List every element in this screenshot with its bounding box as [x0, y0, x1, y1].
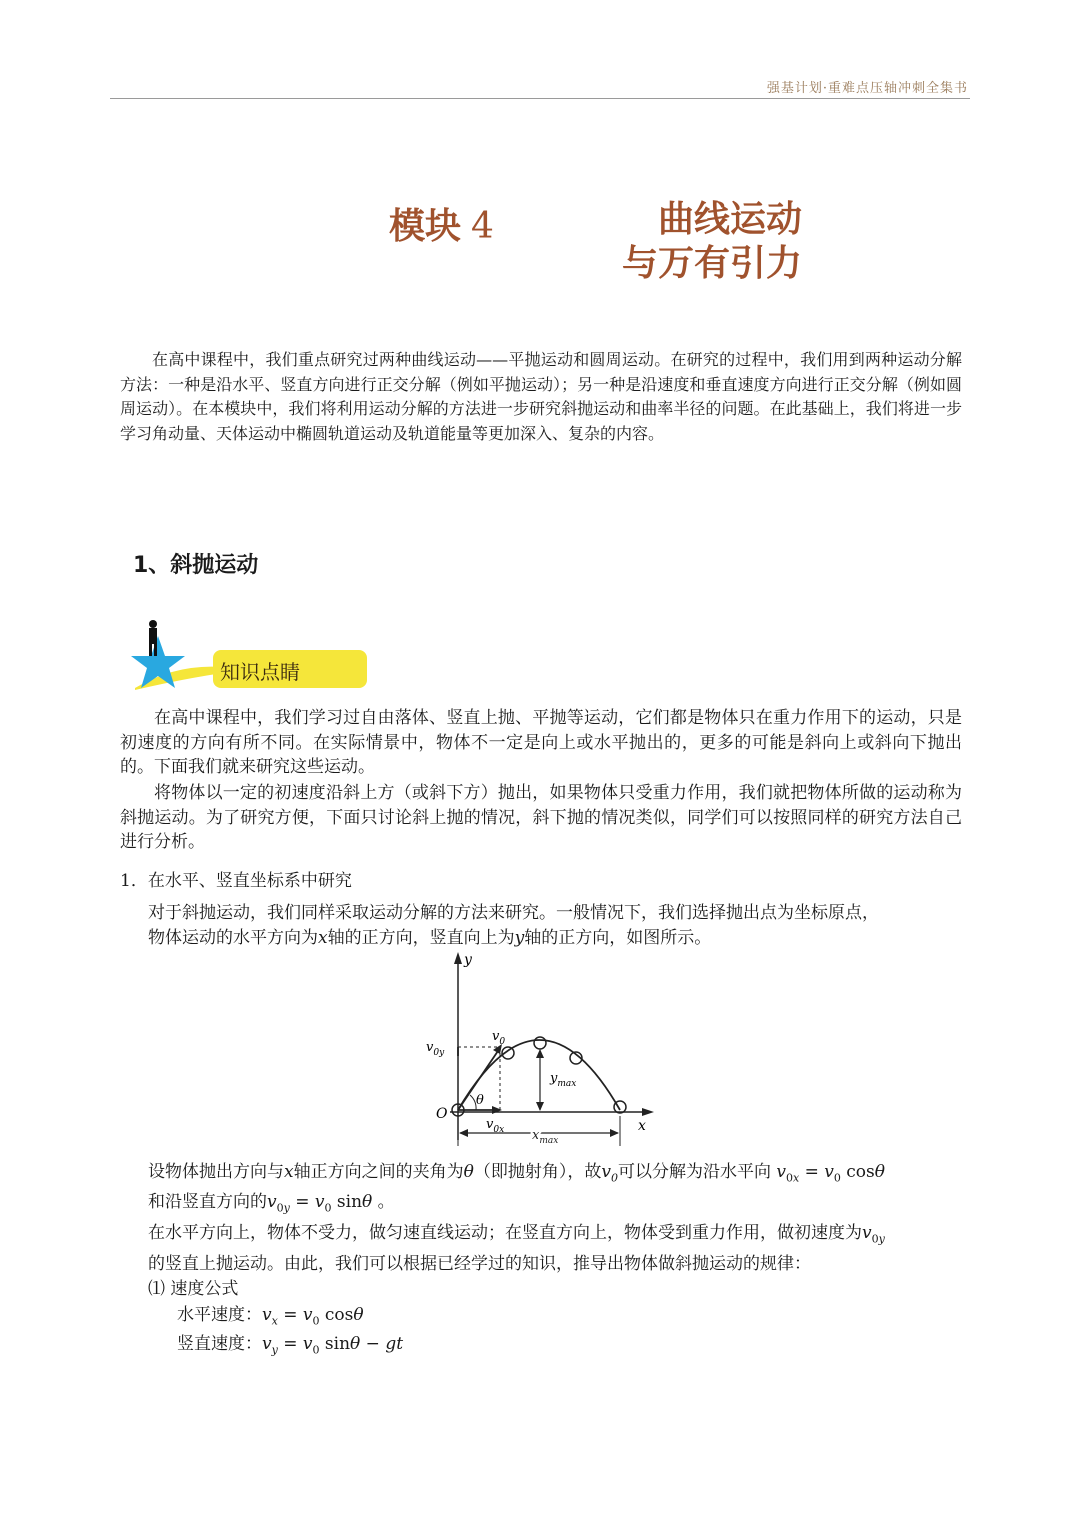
- v0-label: [492, 1029, 505, 1047]
- formula-v0y: $v_{0y} = v_0$ sinθ 。: [267, 1192, 395, 1215]
- body-paragraph-5a: [148, 1221, 885, 1251]
- x-arrow: [642, 1108, 654, 1116]
- running-header: 强基计划·重难点压轴冲刺全集书: [766, 81, 968, 96]
- x-axis-label: x: [638, 1118, 646, 1134]
- ymax-sub: max: [557, 1079, 577, 1089]
- v0y-sub: 0y: [433, 1048, 445, 1058]
- horizontal-velocity-formula: 水平速度：$v_x = v_0$ cosθ: [177, 1305, 364, 1328]
- module-label: [389, 198, 494, 249]
- body-paragraph-3a: 对于斜抛运动，我们同样采取运动分解的方法来研究。一般情况下，我们选择抛出点为坐标原点，: [148, 903, 879, 923]
- body-paragraph-4b: [148, 1190, 395, 1220]
- body-paragraph-2: 将物体以一定的初速度沿斜上方（或斜下方）抛出，如果物体只受重力作用，我们就把物体所做的运动称为斜抛运动。为了研究方便，下面只讨论斜上抛的情况，斜下抛的情况类似，同学们可以按照同样的研究方法自己进行分析。: [120, 783, 962, 852]
- ymax-y: y: [550, 1071, 558, 1086]
- module-title: [562, 198, 802, 286]
- subheading-velocity: ⑴ 速度公式: [148, 1279, 239, 1299]
- v0y-v: v: [426, 1040, 434, 1055]
- text-run: 轴的正方向，如图所示。: [524, 928, 712, 948]
- theta-label: θ: [476, 1093, 484, 1108]
- v0y-label: [426, 1040, 445, 1058]
- text-run: 在水平方向上，物体不受力，做匀速直线运动；在竖直方向上，物体受到重力作用，做初速度为: [148, 1223, 862, 1243]
- text-run: 竖直速度：: [177, 1334, 262, 1354]
- vertical-velocity-formula: 竖直速度：$v_y = v_0$ sinθ − gt: [177, 1334, 404, 1357]
- subheading-1: 1．在水平、竖直坐标系中研究: [120, 871, 352, 891]
- text-run: 设物体抛出方向与: [148, 1162, 284, 1182]
- y-axis-label: y: [464, 952, 472, 968]
- xmax-arrow-right: [610, 1129, 619, 1137]
- ymax-arrow-bottom: [536, 1102, 544, 1111]
- body-paragraph-5b: 的竖直上抛运动。由此，我们可以根据已经学过的知识，推导出物体做斜抛运动的规律：: [148, 1254, 811, 1274]
- module-title-line1: 曲线运动: [657, 199, 802, 240]
- xmax-arrow-left: [459, 1129, 468, 1137]
- projectile-diagram: [420, 950, 670, 1150]
- formula-v0x: $v_{0x} = v_0$ cosθ: [776, 1162, 885, 1185]
- ymax-label: [549, 1071, 576, 1089]
- var-v0: $v_0$: [601, 1162, 618, 1185]
- badge-label: 知识点睛: [220, 660, 300, 684]
- var-x: x: [284, 1162, 294, 1182]
- body-paragraph-4a: [148, 1160, 885, 1190]
- text-run: （即抛射角），故: [473, 1162, 602, 1182]
- text-run: 可以分解为沿水平向: [617, 1162, 771, 1182]
- section-title: 1、斜抛运动: [133, 553, 259, 578]
- v0x-sub: 0x: [493, 1125, 505, 1135]
- xmax-x: x: [532, 1128, 540, 1143]
- text-run: 轴的正方向，竖直向上为: [327, 928, 515, 948]
- text-run: 水平速度：: [177, 1305, 262, 1325]
- xmax-sub: max: [539, 1136, 559, 1146]
- xmax-label: [532, 1128, 558, 1146]
- ball-5: [614, 1101, 626, 1113]
- v0x-label: [486, 1117, 504, 1135]
- v0-sub: 0: [499, 1037, 506, 1047]
- var-y: y: [514, 928, 525, 948]
- module-number: 4: [471, 206, 494, 247]
- var-theta: θ: [463, 1162, 474, 1182]
- body-paragraph-1: 在高中课程中，我们学习过自由落体、竖直上抛、平抛等运动，它们都是物体只在重力作用下的运动，只是初速度的方向有所不同。在实际情景中，物体不一定是向上或水平抛出的，更多的可能是斜向上或斜向下抛出的。下面我们就来研究这些运动。: [120, 708, 962, 777]
- v0x-v: v: [486, 1117, 494, 1132]
- origin-label: O: [436, 1106, 448, 1122]
- var-x: x: [318, 928, 328, 948]
- ball-3: [534, 1037, 546, 1049]
- text-run: 和沿竖直方向的: [148, 1192, 267, 1212]
- ymax-arrow-top: [536, 1049, 544, 1058]
- body-paragraph-3b: [148, 926, 711, 950]
- v0-v: v: [492, 1029, 500, 1044]
- module-title-line2: 与万有引力: [621, 243, 802, 284]
- module-word: 模块: [389, 206, 462, 247]
- var-v0y: $v_{0y}$: [862, 1223, 885, 1246]
- text-run: 物体运动的水平方向为: [148, 928, 318, 948]
- header-divider: [110, 98, 970, 99]
- intro-paragraph: 在高中课程中，我们重点研究过两种曲线运动——平抛运动和圆周运动。在研究的过程中，我们用到两种运动分解方法：一种是沿水平、竖直方向进行正交分解（例如平抛运动）；另一种是沿速度和垂直速度方向进行正交分解（例如圆周运动）。在本模块中，我们将利用运动分解的方法进一步研究斜抛运动和曲率半径的问题。在此基础上，我们将进一步学习角动量、天体运动中椭圆轨道运动及轨道能量等更加深入、复杂的内容。: [120, 350, 962, 443]
- text-run: 轴正方向之间的夹角为: [293, 1162, 464, 1182]
- y-arrow: [454, 952, 462, 964]
